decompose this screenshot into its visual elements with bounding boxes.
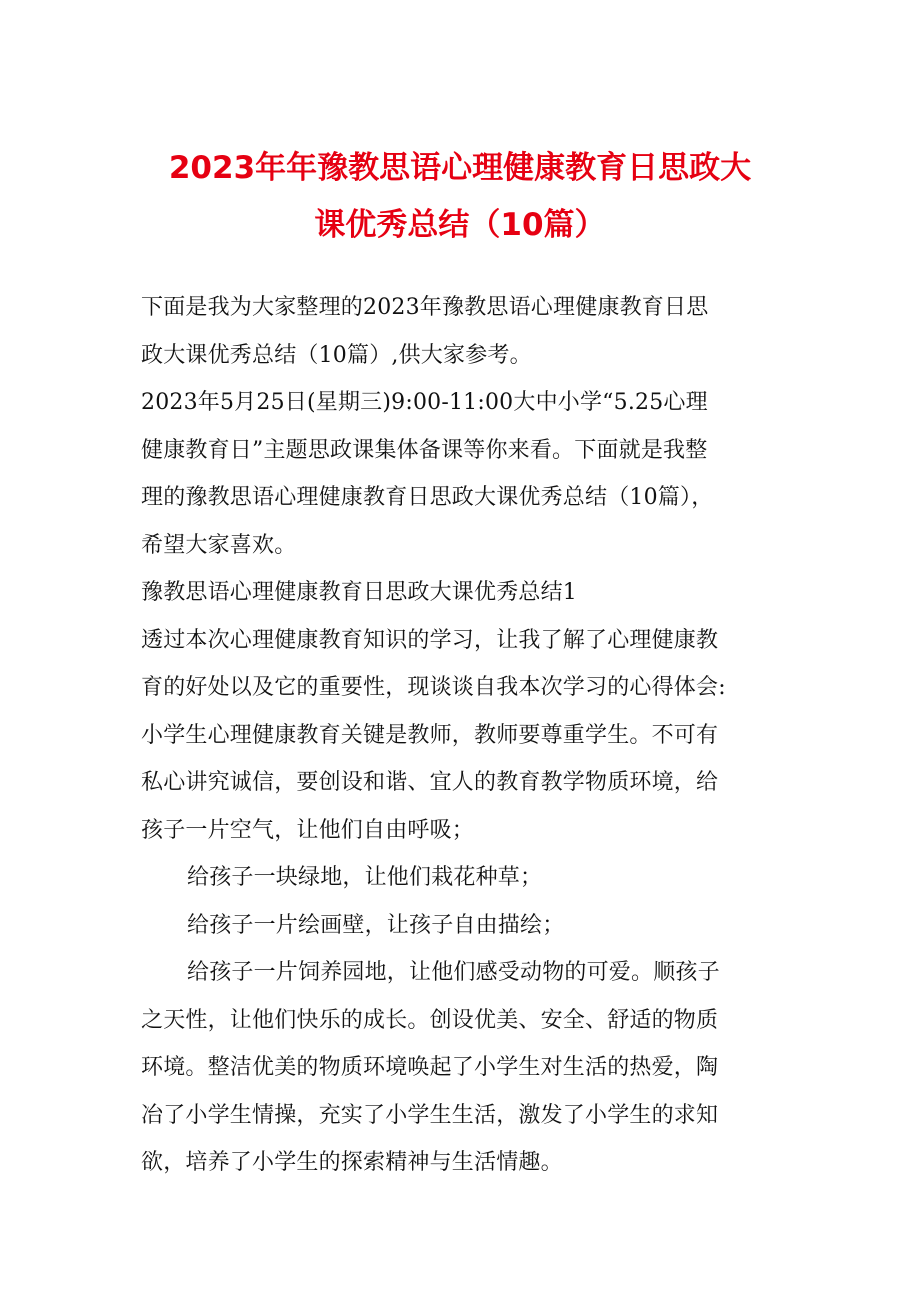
indented-paragraph (141, 949, 782, 1187)
text-line: 理的豫教思语心理健康教育日思政大课优秀总结（10篇）， (141, 485, 714, 510)
text-line: 冶了小学生情操，充实了小学生生活，激发了小学生的求知 (141, 1102, 719, 1128)
text-line: 欲，培养了小学生的探索精神与生活情趣。 (141, 1150, 563, 1175)
text-line: 孩子一片空气，让他们自由呼吸； (141, 817, 475, 843)
text-line: 环境。整洁优美的物质环境唤起了小学生对生活的热爱，陶 (141, 1055, 719, 1080)
text-line: 希望大家喜欢。 (141, 532, 297, 558)
section-heading (141, 569, 782, 617)
text-line: 政大课优秀总结（10篇）,供大家参考。 (141, 342, 532, 368)
text-line: 2023年5月25日(星期三)9:00-11:00大中小学“5.25心理 (141, 390, 708, 415)
text-line: 给孩子一片饲养园地，让他们感受动物的可爱。顺孩子 (187, 960, 720, 985)
intro-paragraph (141, 284, 782, 379)
text-line: 豫教思语心理健康教育日思政大课优秀总结1 (141, 580, 577, 605)
text-line: 之天性，让他们快乐的成长。创设优美、安全、舒适的物质 (141, 1007, 719, 1033)
document-title (120, 140, 800, 254)
indented-paragraph (141, 902, 782, 950)
document-body (141, 284, 782, 1187)
indented-paragraph (141, 854, 782, 902)
text-line: 下面是我为大家整理的2023年豫教思语心理健康教育日思 (141, 295, 709, 320)
text-line: 给孩子一块绿地，让他们栽花种草； (187, 865, 543, 890)
text-line: 给孩子一片绘画壁，让孩子自由描绘； (187, 912, 565, 938)
title-line: 课优秀总结（10篇） (314, 207, 606, 243)
title-line: 2023年年豫教思语心理健康教育日思政大 (168, 150, 752, 186)
text-line: 健康教育日”主题思政课集体备课等你来看。下面就是我整 (141, 437, 708, 463)
text-line: 小学生心理健康教育关键是教师，教师要尊重学生。不可有 (141, 722, 719, 748)
text-line: 育的好处以及它的重要性，现谈谈自我本次学习的心得体会: (141, 675, 726, 700)
body-paragraph (141, 617, 782, 855)
text-line: 透过本次心理健康教育知识的学习，让我了解了心理健康教 (141, 627, 719, 653)
text-line: 私心讲究诚信，要创设和谐、宜人的教育教学物质环境，给 (141, 770, 719, 795)
date-paragraph (141, 379, 782, 569)
